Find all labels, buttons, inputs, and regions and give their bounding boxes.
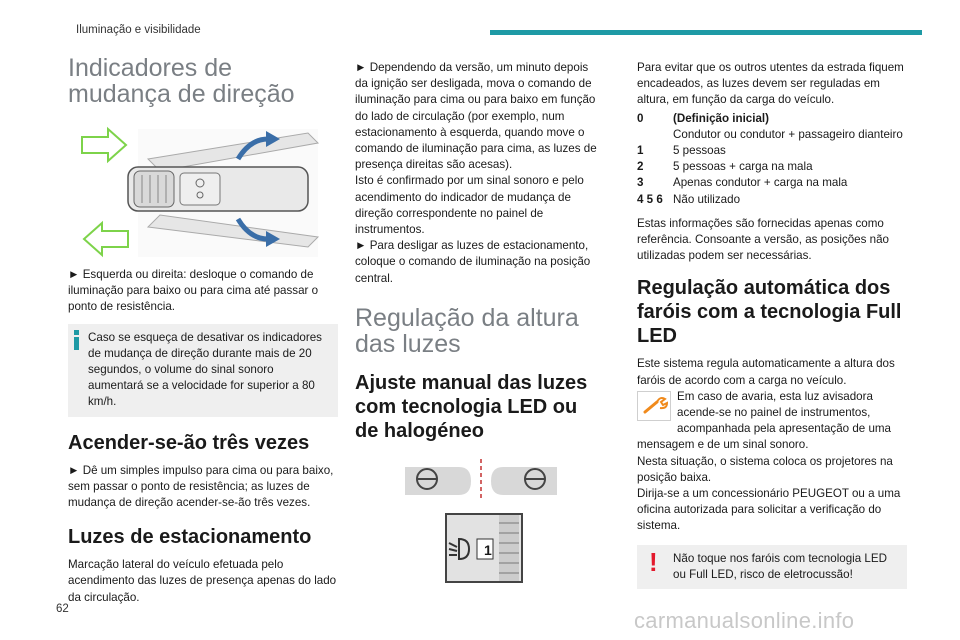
warning-text: Não toque nos faróis com tecnologia LED ou Full LED, risco de eletrocussão!	[673, 551, 887, 581]
parking-procedure-text: ► Dependendo da versão, um minuto depois da ignição ser desligada, mova o comando de iluminação para cima ou para baixo em função do lado de circulação (por exemplo, num estacionamento à esquerda, quando move o comando de iluminação para cima, as luzes de presença direitas são acesas).	[355, 61, 597, 172]
wrench-warning-light-icon	[637, 391, 671, 421]
section-title-turn-signals: Indicadores de mudança de direção	[68, 54, 295, 108]
accent-bar	[490, 30, 922, 35]
deactivate-parking-text: ► Para desligar as luzes de estacionamento, coloque o comando de iluminação na posição central.	[355, 239, 591, 285]
confirmation-text: Isto é confirmado por um sinal sonoro e pelo acendimento do indicador de mudança de direção correspondente no painel de instrumentos.	[355, 174, 584, 237]
table-row: 2 5 pessoas + carga na mala	[637, 160, 813, 174]
heading-three-times: Acender-se-ão três vezes	[68, 431, 310, 454]
section-header: Iluminação e visibilidade	[76, 24, 201, 36]
height-adjustment-intro: Para evitar que os outros utentes da estrada fiquem encadeados, as luzes devem ser reguladas em altura, em função da carga do veículo.	[637, 61, 904, 107]
table-row: 0 (Definição inicial) Condutor ou condutor + passageiro dianteiro	[637, 111, 903, 141]
column-3	[637, 60, 907, 589]
heading-auto-adjustment: Regulação automática dos faróis com a tecnologia Full LED	[637, 277, 902, 348]
dealer-text: Dirija-se a um concessionário PEUGEOT ou a uma oficina autorizada para solicitar a verificação do sistema.	[637, 487, 901, 533]
thumbwheel-digit: 1	[484, 541, 492, 558]
warning-icon: !	[649, 546, 658, 577]
fault-text: Em caso de avaria, esta luz avisadora acende-se no painel de instrumentos, acompanhada pela apresentação de uma mensagem e de um sinal sonoro.	[637, 389, 891, 452]
electrocution-warning	[637, 545, 907, 589]
three-times-text: ► Dê um simples impulso para cima ou para baixo, sem passar o ponto de resistência; as luzes de mudança de direção acender-se-ão três vezes.	[68, 463, 334, 510]
turn-signal-instruction: ► Esquerda ou direita: desloque o comando de iluminação para baixo ou para cima até passar o ponto de resistência.	[68, 268, 319, 314]
parking-lights-text: Marcação lateral do veículo efetuada pelo acendimento das luzes de presença apenas do lado da circulação.	[68, 558, 337, 604]
section-title-headlamp-height: Regulação da altura das luzes	[355, 303, 579, 358]
table-row: 1 5 pessoas	[637, 144, 726, 158]
info-note	[68, 324, 338, 417]
position-table	[637, 111, 903, 208]
heading-parking-lights: Luzes de estacionamento	[68, 526, 312, 549]
info-icon	[74, 330, 80, 350]
info-note-text: Caso se esqueça de desativar os indicadores de mudança de direção durante mais de 20 segundos, o volume do sinal sonoro aumentará se a velocidade for superior a 80 km/h.	[88, 330, 322, 409]
headlamp-thumbwheel-icon	[445, 513, 523, 583]
heading-manual-adjustment: Ajuste manual das luzes com tecnologia LED ou de halogéneo	[355, 371, 588, 442]
column-1	[68, 55, 338, 606]
table-row: 3 Apenas condutor + carga na mala	[637, 176, 848, 190]
steering-wheel-position-icon	[401, 457, 561, 501]
page-number: 62	[56, 603, 69, 615]
table-row: 4 5 6 Não utilizado	[637, 192, 741, 206]
fault-paragraph	[637, 389, 907, 454]
auto-adjustment-text: Este sistema regula automaticamente a altura dos faróis de acordo com a carga no veículo.	[637, 357, 895, 387]
reference-info: Estas informações são fornecidas apenas como referência. Consoante a versão, as posições não utilizadas podem ser necessárias.	[637, 216, 889, 263]
column-2	[355, 60, 598, 583]
turn-signal-stalk-icon	[68, 119, 328, 259]
watermark: carmanualsonline.info	[634, 608, 855, 633]
low-position-text: Nesta situação, o sistema coloca os projetores na posição baixa.	[637, 454, 893, 484]
